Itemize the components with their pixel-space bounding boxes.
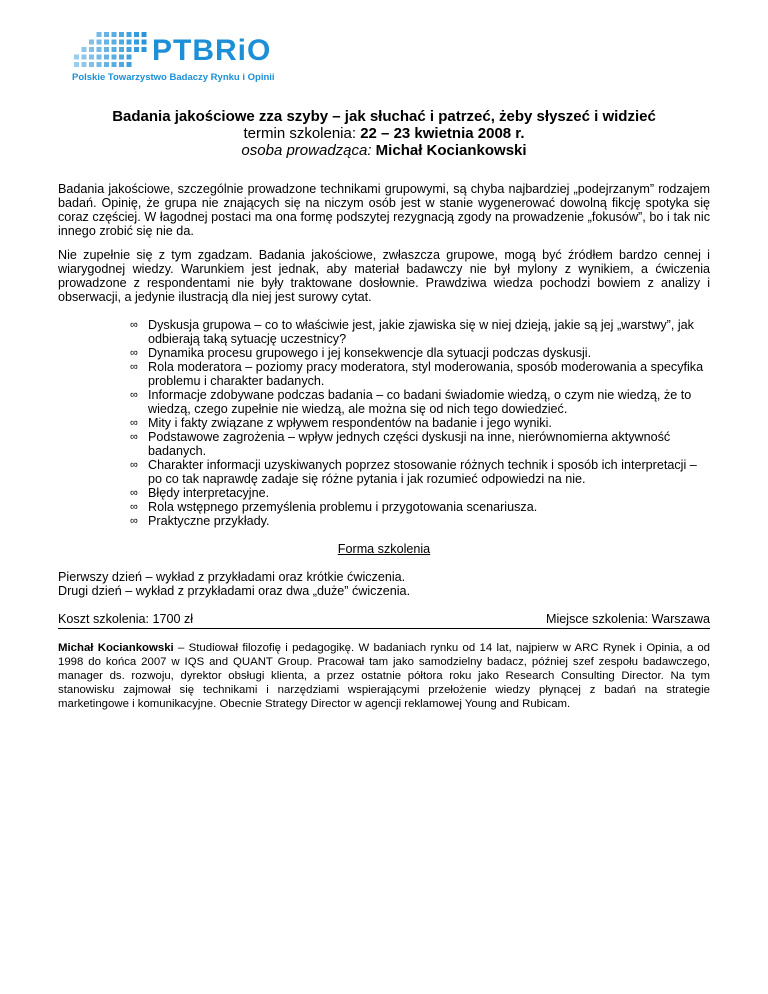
list-item: ∞ Praktyczne przykłady.	[130, 514, 270, 528]
infinity-bullet-icon: ∞	[130, 319, 138, 331]
list-item: ∞ Charakter informacji uzyskiwanych poprzez stosowanie różnych technik i sposób ich interpretacji – po co tak naprawdę zadaje się różne pytania i jak rozumieć odpowiedzi na nie.	[130, 458, 697, 486]
logo-subtitle: Polskie Towarzystwo Badaczy Rynku i Opinii	[72, 72, 275, 83]
course-title: Badania jakościowe zza szyby – jak słuchać i patrzeć, żeby słyszeć i widzieć	[112, 108, 656, 125]
training-days	[58, 570, 710, 598]
trainer-bio	[58, 641, 710, 711]
list-item: ∞ Informacje zdobywane podczas badania – co badani świadomie wiedzą, o czym nie wiedzą, że to wiedzą, czego zupełnie nie wiedzą, ale można się od nich tego dowiedzieć.	[130, 388, 692, 416]
logo-dots-icon	[70, 28, 154, 72]
intro-paragraph-1: Badania jakościowe, szczególnie prowadzone technikami grupowymi, są chyba najbardziej „podejrzanym” rodzajem badań. Opinię, że grupa nie znających się na niczym osób jest w stanie wygenerować dowolną fikcję spotyka się coraz częściej. W łagodnej postaci ma ona formę podszytej rezygnacją zgody na prowadzenie „fokusów”, bo i tak nic innego zrobić się nie da.	[58, 182, 710, 238]
logo-wordmark: PTBRiO	[152, 34, 272, 67]
list-item: ∞ Rola wstępnego przemyślenia problemu i przygotowania scenariusza.	[130, 500, 538, 514]
place-label: Miejsce szkolenia: Warszawa	[545, 612, 710, 626]
infinity-bullet-icon: ∞	[130, 389, 138, 401]
infinity-bullet-icon: ∞	[130, 431, 138, 443]
course-date: termin szkolenia: 22 – 23 kwietnia 2008 r.	[243, 125, 525, 142]
infinity-bullet-icon: ∞	[130, 347, 138, 359]
list-item: ∞ Dynamika procesu grupowego i jej konsekwencje dla sytuacji podczas dyskusji.	[130, 346, 592, 360]
list-item: ∞ Dyskusja grupowa – co to właściwie jest, jakie zjawiska się w niej dzieją, jakie są jej „warstwy”, jak odbierają taką sytuację uczestnicy?	[130, 318, 694, 346]
intro-paragraph-2: Nie zupełnie się z tym zgadzam. Badania jakościowe, zwłaszcza grupowe, mogą być źródłem bardzo cennej i wiarygodnej wiedzy. Warunkiem jest jednak, aby materiał badawczy nie był mylony z wynikiem, a ćwiczenia prowadzone z respondentami nie były traktowane dosłownie. Prawdziwa wiedza pochodzi bowiem z analizy i obserwacji, a jedynie ilustracją dla niej jest surowy cytat.	[58, 248, 710, 304]
forma-heading: Forma szkolenia	[337, 542, 431, 556]
course-trainer: osoba prowadząca: Michał Kociankowski	[241, 142, 527, 159]
infinity-bullet-icon: ∞	[130, 417, 138, 429]
topics-list	[130, 318, 708, 528]
list-item: ∞ Mity i fakty związane z wpływem respondentów na badanie i jego wyniki.	[130, 416, 552, 430]
ptbrio-logo	[70, 28, 310, 88]
title-block	[58, 108, 710, 159]
cost-label: Koszt szkolenia: 1700 zł	[58, 612, 194, 626]
bio-name: Michał Kociankowski	[58, 642, 174, 654]
list-item: ∞ Błędy interpretacyjne.	[130, 486, 270, 500]
list-item: ∞ Podstawowe zagrożenia – wpływ jednych części dyskusji na inne, nierównomierna aktywność badanych.	[130, 430, 671, 458]
day-2: Drugi dzień – wykład z przykładami oraz dwa „duże” ćwiczenia.	[58, 584, 411, 598]
infinity-bullet-icon: ∞	[130, 515, 138, 527]
bio-text: – Studiował filozofię i pedagogikę. W badaniach rynku od 14 lat, najpierw w ARC Rynek i Opinia, a od 1998 do końca 2007 w IQS and QUANT Group. Pracował tam jako samodzielny badacz, później szef zespołu badawczego, manager ds. rozwoju, dyrektor obsługi klienta, a przez ostatnie półtora roku jako Research Consulting Director. Na tym stanowisku zajmował się technikami i narzędziami wspierającymi przełożenie wiedzy płynącej z badań na strategie marketingowe i komunikacyjne. Obecnie Strategy Director w agencji reklamowej Young and Rubicam.	[58, 642, 711, 710]
infinity-bullet-icon: ∞	[130, 501, 138, 513]
list-item: ∞ Rola moderatora – poziomy pracy moderatora, styl moderowania, sposób moderowania a specyfika problemu i charakter badanych.	[130, 360, 704, 388]
infinity-bullet-icon: ∞	[130, 361, 138, 373]
day-1: Pierwszy dzień – wykład z przykładami oraz krótkie ćwiczenia.	[58, 570, 406, 584]
infinity-bullet-icon: ∞	[130, 487, 138, 499]
cost-place-row	[58, 612, 710, 629]
infinity-bullet-icon: ∞	[130, 459, 138, 471]
